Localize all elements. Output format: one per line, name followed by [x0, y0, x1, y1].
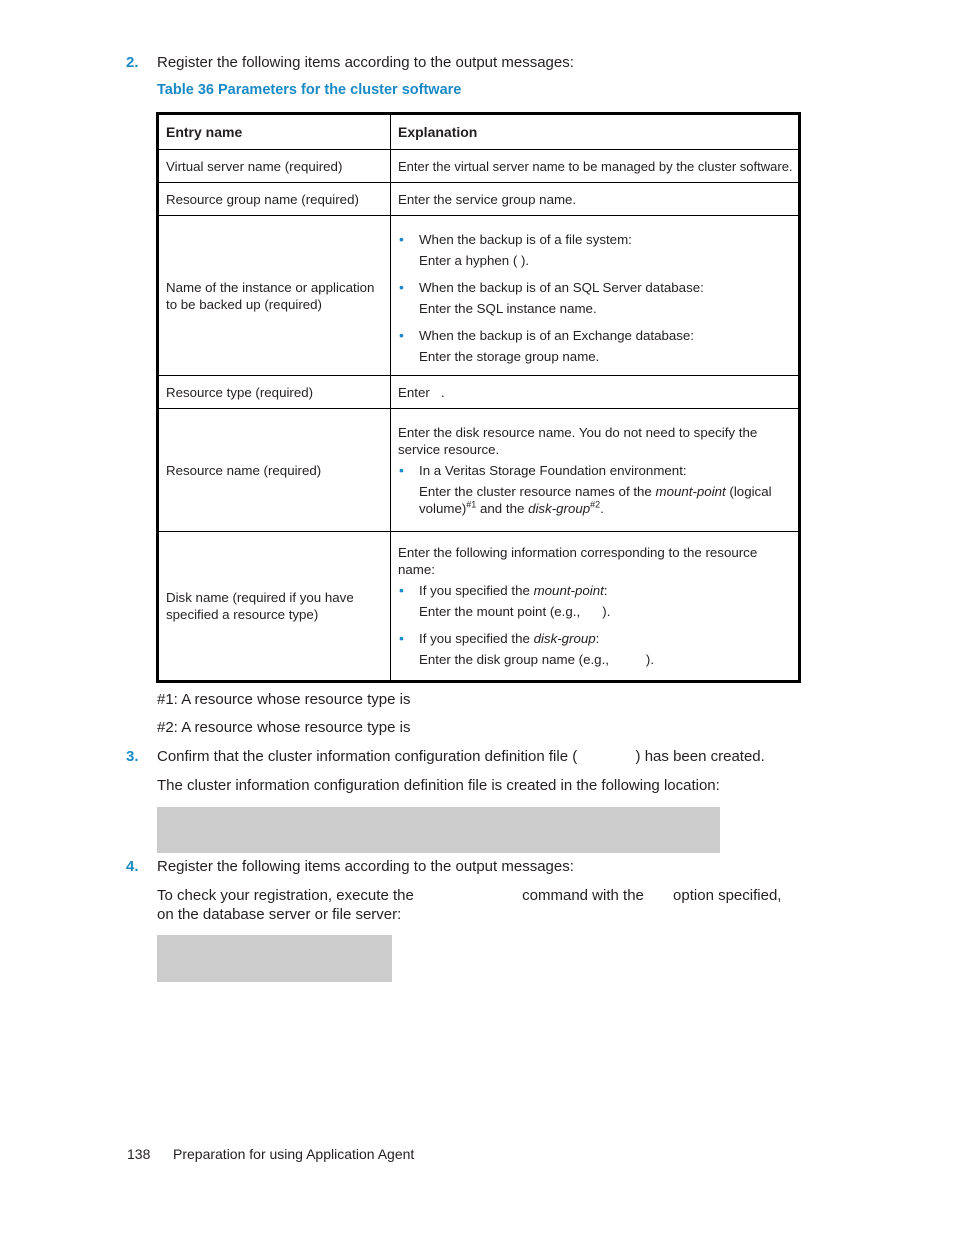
- explanation-cell: Enter the disk resource name. You do not need to specify the service resource. • In a Veritas Storage Foundation environment: Enter the cluster resource names of the mount-point (logical volume)$^{\#1}$ and the disk-group$^{\#2}$.: [391, 409, 800, 532]
- entry-name-cell: Virtual server name (required): [158, 150, 391, 183]
- header-entry-name: Entry name: [158, 114, 391, 150]
- step-3-text: Confirm that the cluster information configuration definition file ( ) has been created.: [157, 748, 765, 765]
- table-row: [158, 409, 800, 532]
- footnote-1: #1: A resource whose resource type is: [157, 691, 411, 708]
- step-4-text: Register the following items according to the output messages:: [157, 858, 574, 875]
- step-4-paragraph: To check your registration, execute the command with the option specified, on the database server or file server:: [157, 887, 786, 923]
- location-code-box: [157, 807, 720, 853]
- bullet-item: • If you specified the disk-group: Enter the disk group name (e.g., ).: [398, 630, 791, 668]
- table-caption: Table 36 Parameters for the cluster software: [157, 82, 462, 98]
- entry-name-cell: Disk name (required if you have specified a resource type): [158, 532, 391, 682]
- step-3-paragraph: The cluster information configuration definition file is created in the following location:: [157, 777, 720, 794]
- table-row: [158, 532, 800, 682]
- parameters-table: [156, 112, 801, 683]
- entry-name-cell: Resource group name (required): [158, 183, 391, 216]
- entry-name-cell: Resource type (required): [158, 376, 391, 409]
- step-number-3: 3.: [126, 748, 139, 765]
- bullet-item: • In a Veritas Storage Foundation environment: Enter the cluster resource names of the mount-point (logical volume)$^{\#1}$ and the disk-group$^{\#2}$.: [398, 462, 791, 517]
- table-row: [158, 376, 800, 409]
- table-header-row: [158, 114, 800, 150]
- bullet-item: • When the backup is of a file system: Enter a hyphen ( ).: [398, 231, 791, 269]
- bullet-item: • When the backup is of an Exchange database: Enter the storage group name.: [398, 327, 791, 365]
- table-row: [158, 183, 800, 216]
- explanation-cell: Enter .: [391, 376, 800, 409]
- entry-name-cell: Name of the instance or application to be backed up (required): [158, 216, 391, 376]
- step-number-2: 2.: [126, 54, 139, 71]
- step-2-text: Register the following items according to the output messages:: [157, 54, 574, 71]
- explanation-cell: Enter the virtual server name to be managed by the cluster software.: [391, 150, 800, 183]
- page-number: 138: [127, 1146, 151, 1162]
- explanation-cell: Enter the following information corresponding to the resource name: • If you specified the mount-point: Enter the mount point (e.g., ). • If you specified the disk-group: Enter the disk group name (e.g., ).: [391, 532, 800, 682]
- header-explanation: Explanation: [391, 114, 800, 150]
- footnote-2: #2: A resource whose resource type is: [157, 719, 411, 736]
- table-row: [158, 216, 800, 376]
- table-row: [158, 150, 800, 183]
- step-number-4: 4.: [126, 858, 139, 875]
- command-code-box: [157, 935, 392, 982]
- entry-name-cell: Resource name (required): [158, 409, 391, 532]
- explanation-cell: [391, 216, 800, 376]
- footer-title: Preparation for using Application Agent: [173, 1146, 415, 1162]
- explanation-cell: Enter the service group name.: [391, 183, 800, 216]
- bullet-item: • When the backup is of an SQL Server database: Enter the SQL instance name.: [398, 279, 791, 317]
- bullet-item: • If you specified the mount-point: Enter the mount point (e.g., ).: [398, 582, 791, 620]
